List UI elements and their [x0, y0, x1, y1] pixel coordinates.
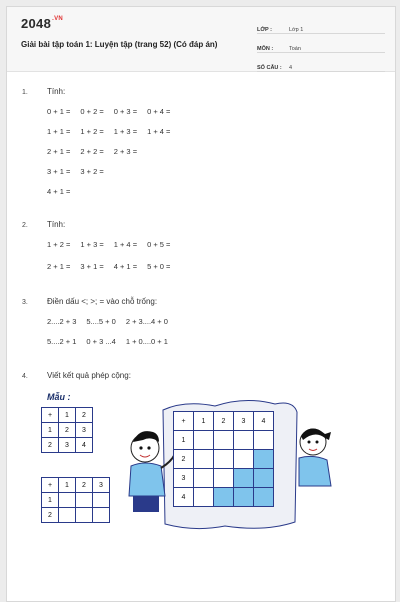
- table-cell: [214, 488, 234, 507]
- table-cell: [59, 493, 76, 508]
- table-cell: 1: [174, 431, 194, 450]
- document-page: [6, 6, 396, 602]
- page-header: [7, 7, 395, 72]
- table-cell: 2: [59, 423, 76, 438]
- math-expression: 1 + 1 =: [47, 127, 71, 136]
- math-expression: 1 + 4 =: [147, 127, 171, 136]
- math-expression: 0 + 4 =: [147, 107, 171, 116]
- table-cell: 1: [42, 423, 59, 438]
- math-row: [47, 187, 80, 196]
- exercise-table-large: [173, 411, 274, 507]
- math-expression: 1 + 2 =: [80, 127, 104, 136]
- math-expression: 5....5 + 0: [86, 317, 116, 326]
- meta-value: Toán: [289, 46, 301, 52]
- table-cell: 4: [76, 438, 93, 453]
- table-cell: 2: [42, 508, 59, 523]
- site-logo[interactable]: $2048^{.VN}$: [21, 16, 64, 31]
- table-cell: [93, 493, 110, 508]
- section-number: 2.: [22, 222, 28, 229]
- math-expression: 2....2 + 3: [47, 317, 77, 326]
- math-expression: 0 + 3 ...4: [86, 337, 116, 346]
- math-expression: 0 + 3 =: [113, 107, 138, 116]
- math-expression: 2 + 3 =: [113, 147, 138, 156]
- meta-row: [257, 57, 385, 72]
- table-row: [42, 423, 93, 438]
- table-cell: [234, 469, 254, 488]
- meta-label: LỚP :: [257, 27, 272, 33]
- math-expression: 1 + 2 =: [47, 240, 71, 249]
- table-cell: 2: [42, 438, 59, 453]
- meta-value: Lớp 1: [289, 27, 304, 33]
- table-cell: 2: [214, 412, 234, 431]
- table-cell: 1: [42, 493, 59, 508]
- table-cell: [59, 508, 76, 523]
- math-expression: 3 + 1 =: [47, 167, 71, 176]
- section-number: 1.: [22, 89, 28, 96]
- table-cell: [234, 431, 254, 450]
- math-row: [47, 262, 180, 271]
- table-cell: [214, 469, 234, 488]
- math-expression: 5....2 + 1: [47, 337, 77, 346]
- math-row: [47, 337, 178, 346]
- table-row: [174, 412, 274, 431]
- table-cell: [214, 450, 234, 469]
- math-row: [47, 107, 180, 116]
- exercise-table-small: [41, 477, 110, 523]
- math-row: [47, 317, 178, 326]
- table-cell: [234, 488, 254, 507]
- math-expression: 1 + 4 =: [113, 240, 138, 249]
- table-row: [42, 493, 110, 508]
- table-row: [174, 431, 274, 450]
- section-title: Tính:: [47, 87, 66, 96]
- table-cell: 2: [76, 408, 93, 423]
- page-title: Giải bài tập toán 1: Luyện tập (trang 52) (Có đáp án): [21, 40, 218, 49]
- math-expression: 1 + 0....0 + 1: [125, 337, 168, 346]
- math-expression: 4 + 1 =: [47, 187, 71, 196]
- math-expression: 2 + 3....4 + 0: [125, 317, 168, 326]
- table-cell: 4: [174, 488, 194, 507]
- math-row: [47, 167, 114, 176]
- meta-value: 4: [289, 65, 293, 71]
- table-cell: 1: [59, 408, 76, 423]
- math-expression: 2 + 1 =: [47, 147, 71, 156]
- table-cell: 2: [174, 450, 194, 469]
- table-row: [42, 478, 110, 493]
- table-cell: [234, 450, 254, 469]
- math-row: [47, 240, 180, 249]
- math-expression: 2 + 1 =: [47, 262, 71, 271]
- meta-label: SỐ CÂU :: [257, 65, 282, 71]
- table-cell: 3: [93, 478, 110, 493]
- math-expression: 0 + 1 =: [47, 107, 71, 116]
- math-row: [47, 147, 147, 156]
- math-expression: 0 + 5 =: [147, 240, 171, 249]
- meta-row: [257, 38, 385, 53]
- section-number: 4.: [22, 373, 28, 380]
- table-cell: [194, 450, 214, 469]
- table-cell: +: [42, 478, 59, 493]
- table-cell: [194, 488, 214, 507]
- section-title: Tính:: [47, 220, 66, 229]
- math-expression: 5 + 0 =: [147, 262, 171, 271]
- table-cell: 3: [76, 423, 93, 438]
- math-expression: 1 + 3 =: [113, 127, 138, 136]
- section-number: 3.: [22, 299, 28, 306]
- meta-row: [257, 19, 385, 34]
- table-cell: [254, 431, 274, 450]
- table-cell: 3: [234, 412, 254, 431]
- table-cell: [214, 431, 234, 450]
- meta-info: [257, 19, 385, 76]
- table-cell: [194, 431, 214, 450]
- table-cell: 1: [59, 478, 76, 493]
- table-cell: [194, 469, 214, 488]
- table-row: [174, 450, 274, 469]
- table-row: [174, 469, 274, 488]
- table-row: [42, 408, 93, 423]
- table-cell: 1: [194, 412, 214, 431]
- table-row: [174, 488, 274, 507]
- section-title: Viết kết quả phép cộng:: [47, 371, 131, 380]
- math-row: [47, 127, 180, 136]
- section-title: Điền dấu <; >; = vào chỗ trống:: [47, 297, 158, 306]
- table-cell: [254, 469, 274, 488]
- table-cell: [254, 450, 274, 469]
- sample-label: Mẫu :: [47, 392, 71, 402]
- table-cell: 3: [59, 438, 76, 453]
- table-cell: [254, 488, 274, 507]
- table-cell: 4: [254, 412, 274, 431]
- math-expression: 4 + 1 =: [113, 262, 138, 271]
- table-cell: [76, 493, 93, 508]
- table-cell: [93, 508, 110, 523]
- table-cell: +: [42, 408, 59, 423]
- meta-label: MÔN :: [257, 46, 274, 52]
- math-expression: 3 + 2 =: [80, 167, 104, 176]
- math-expression: 2 + 2 =: [80, 147, 104, 156]
- math-expression: 1 + 3 =: [80, 240, 104, 249]
- math-expression: 0 + 2 =: [80, 107, 104, 116]
- table-cell: 3: [174, 469, 194, 488]
- table-row: [42, 438, 93, 453]
- table-row: [42, 508, 110, 523]
- table-cell: [76, 508, 93, 523]
- math-expression: 3 + 1 =: [80, 262, 104, 271]
- table-cell: +: [174, 412, 194, 431]
- table-cell: 2: [76, 478, 93, 493]
- sample-addition-table: [41, 407, 93, 453]
